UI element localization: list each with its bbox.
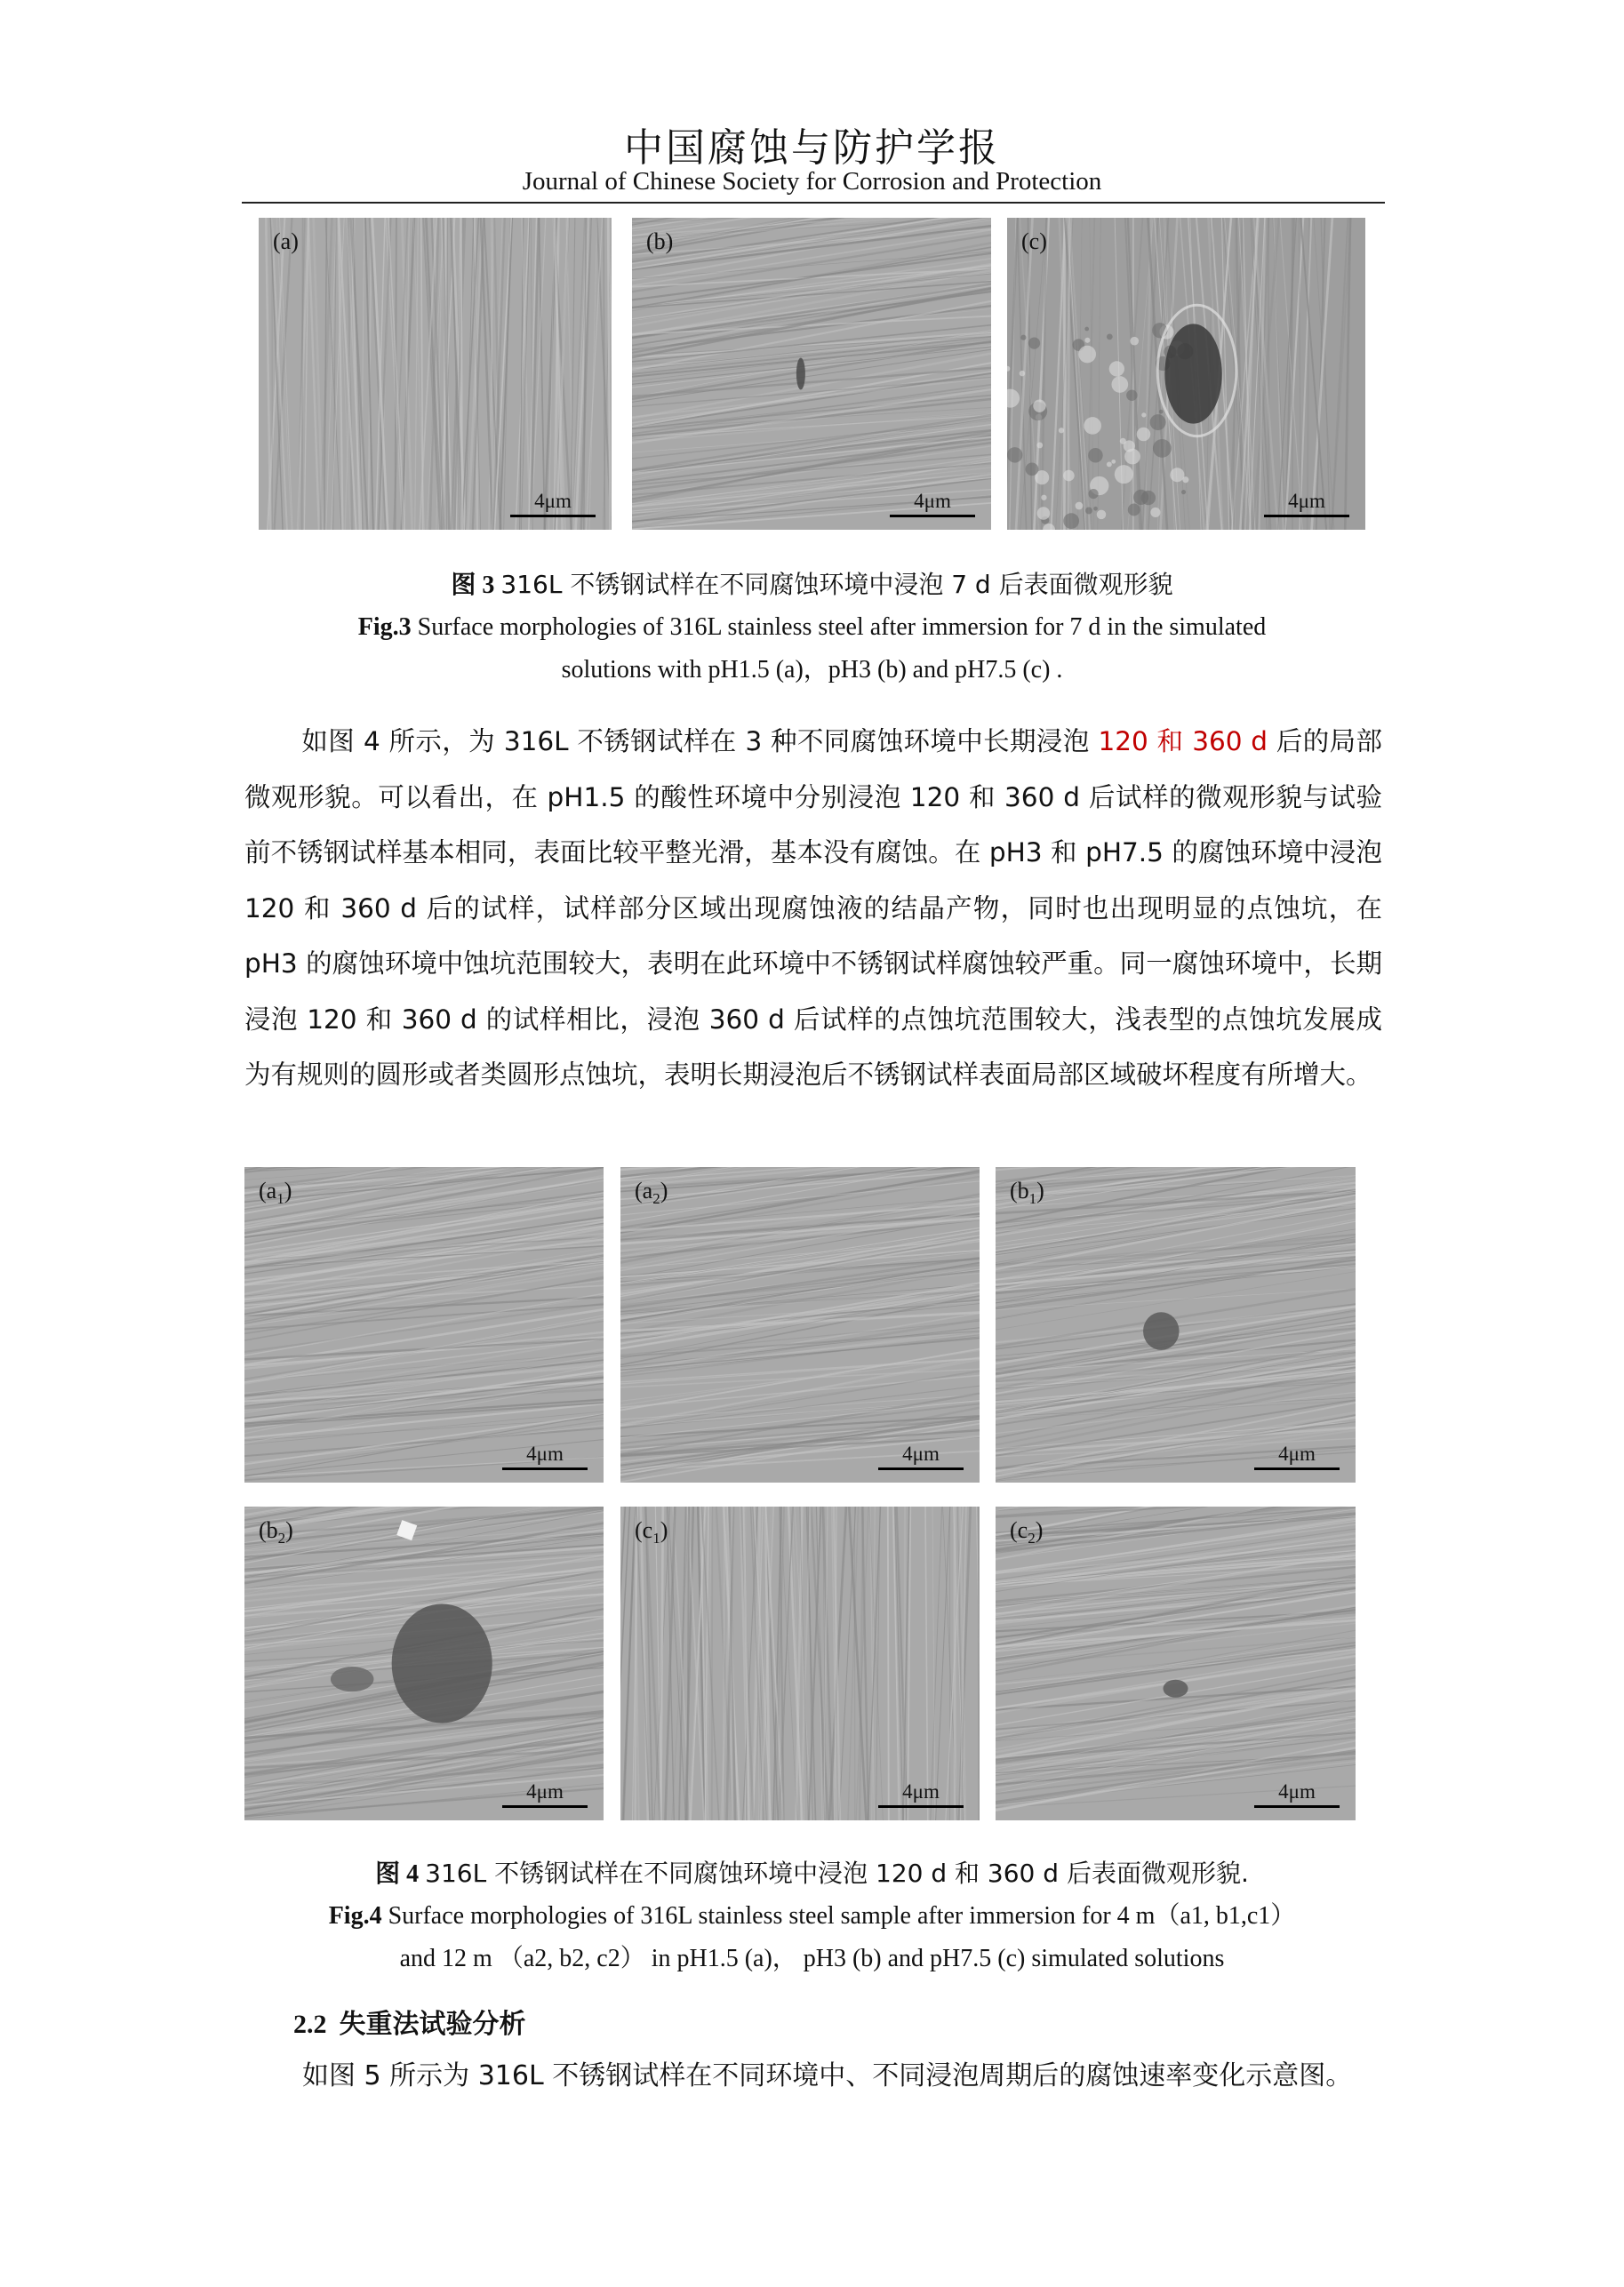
scale-bar-line (890, 515, 975, 517)
micrograph-texture (259, 218, 612, 530)
scale-bar (510, 490, 596, 517)
panel-label: $(a_1)$ (259, 1178, 292, 1208)
scale-bar (878, 1780, 964, 1808)
paragraph-part1: 如图 4 所示，为 316L 不锈钢试样在 3 种不同腐蚀环境中长期浸泡 (301, 726, 1099, 756)
scale-bar (1254, 1780, 1340, 1808)
scale-bar-line (502, 1805, 588, 1808)
figure-4-number-en: Fig.4 (328, 1902, 382, 1930)
micrograph-texture (244, 1507, 604, 1820)
micrograph-texture (632, 218, 991, 530)
scale-bar-line (1254, 1467, 1340, 1470)
scale-bar-line (510, 515, 596, 517)
micrograph-texture (620, 1167, 980, 1483)
journal-title-cn: 中国腐蚀与防护学报 (624, 125, 1000, 171)
micrograph-texture (620, 1507, 980, 1820)
panel-label: $(b_2)$ (259, 1517, 293, 1547)
micrograph-4a2 (620, 1167, 980, 1483)
figure-3-caption-en-text: Surface morphologies of 316L stainless steel after immersion for 7 d in the simulated (417, 613, 1267, 641)
header-rule (242, 202, 1385, 204)
panel-label: $(c_2)$ (1010, 1517, 1044, 1547)
figure-3-number-en: Fig.3 (357, 613, 412, 641)
micrograph-4a1 (244, 1167, 604, 1483)
panel-label: (c) (1021, 228, 1047, 254)
scale-bar-text: 4μm (902, 1780, 940, 1803)
micrograph-4b2 (244, 1507, 604, 1820)
scale-bar-line (1264, 515, 1349, 517)
scale-bar-text: 4μm (914, 490, 951, 512)
panel-label: $(b_1)$ (1010, 1178, 1044, 1208)
scale-bar (878, 1443, 964, 1470)
figure-4-caption-cn-text: 316L 不锈钢试样在不同腐蚀环境中浸泡 120 d 和 360 d 后表面微观形貌. (425, 1859, 1249, 1888)
scale-bar (1264, 490, 1349, 517)
scale-bar (1254, 1443, 1340, 1470)
micrograph-4c2 (996, 1507, 1356, 1820)
micrograph-texture (996, 1507, 1356, 1820)
figure-4-caption-en-line1 (0, 1895, 1624, 1938)
micrograph-texture (1007, 218, 1365, 530)
micrograph-3b (632, 218, 991, 530)
micrograph-3a (259, 218, 612, 530)
panel-label: (a) (273, 228, 299, 254)
scale-bar-text: 4μm (1278, 1443, 1316, 1465)
figure-3-number-cn: 图 3 (451, 572, 495, 599)
micrograph-texture (244, 1167, 604, 1483)
scale-bar-text: 4μm (534, 490, 572, 512)
micrograph-3c (1007, 218, 1365, 530)
scale-bar-text: 4μm (1278, 1780, 1316, 1803)
figure-3-caption-cn (0, 564, 1624, 607)
panel-label: $(c_1)$ (635, 1517, 668, 1547)
scale-bar (502, 1780, 588, 1808)
section-heading (293, 2002, 526, 2041)
scale-bar-text: 4μm (1288, 490, 1325, 512)
scale-bar-text: 4μm (526, 1443, 564, 1465)
scale-bar-line (878, 1467, 964, 1470)
figure-4-number-cn: 图 4 (375, 1860, 420, 1888)
body-paragraph (244, 714, 1382, 1103)
micrograph-4b1 (996, 1167, 1356, 1483)
figure-3-caption-en-line2: solutions with pH1.5 (a)，pH3 (b) and pH7.5 (c) . (561, 656, 1063, 684)
section-number: 2.2 (293, 2010, 327, 2039)
scale-bar-text: 4μm (902, 1443, 940, 1465)
scale-bar-line (502, 1467, 588, 1470)
panel-label: (b) (646, 228, 674, 254)
figure-4-caption-en-text: Surface morphologies of 316L stainless steel sample after immersion for 4 m（a1, b1,c1） (388, 1902, 1296, 1930)
closing-paragraph: 如图 5 所示为 316L 不锈钢试样在不同环境中、不同浸泡周期后的腐蚀速率变化示意图。 (302, 2060, 1353, 2091)
section-title: 失重法试验分析 (339, 2009, 526, 2040)
scale-bar-line (1254, 1805, 1340, 1808)
paragraph-part2: 后的局部微观形貌。可以看出，在 pH1.5 的酸性环境中分别浸泡 120 和 360 d 后试样的微观形貌与试验前不锈钢试样基本相同，表面比较平整光滑，基本没有腐蚀。在 pH3 和 pH7.5 的腐蚀环境中浸泡 120 和 360 d 后的试样，试样部分区域出现腐蚀液的结晶产物，同时也出现明显的点蚀坑，在 pH3 的腐蚀环境中蚀坑范围较大，表明在此环境中不锈钢试样腐蚀较严重。同一腐蚀环境中，长期浸泡 120 和 360 d 的试样相比，浸泡 360 d 后试样的点蚀坑范围较大，浅表型的点蚀坑发展成为有规则的圆形或者类圆形点蚀坑，表明长期浸泡后不锈钢试样表面局部区域破坏程度有所增大。 (244, 726, 1382, 1090)
scale-bar (502, 1443, 588, 1470)
panel-label: $(a_2)$ (635, 1178, 668, 1208)
figure-4-caption-en-line2: and 12 m （a2, b2, c2） in pH1.5 (a)， pH3 (b) and pH7.5 (c) simulated solutions (399, 1945, 1225, 1972)
paragraph-highlight: 120 和 360 d (1098, 726, 1268, 756)
journal-title-en: Journal of Chinese Society for Corrosion and Protection (522, 167, 1102, 196)
scale-bar-line (878, 1805, 964, 1808)
scale-bar-text: 4μm (526, 1780, 564, 1803)
micrograph-texture (996, 1167, 1356, 1483)
micrograph-4c1 (620, 1507, 980, 1820)
figure-3-caption-en-line1 (0, 606, 1624, 649)
figure-4-caption-cn (0, 1852, 1624, 1896)
scale-bar (890, 490, 975, 517)
figure-3-caption-cn-text: 316L 不锈钢试样在不同腐蚀环境中浸泡 7 d 后表面微观形貌 (500, 570, 1173, 599)
